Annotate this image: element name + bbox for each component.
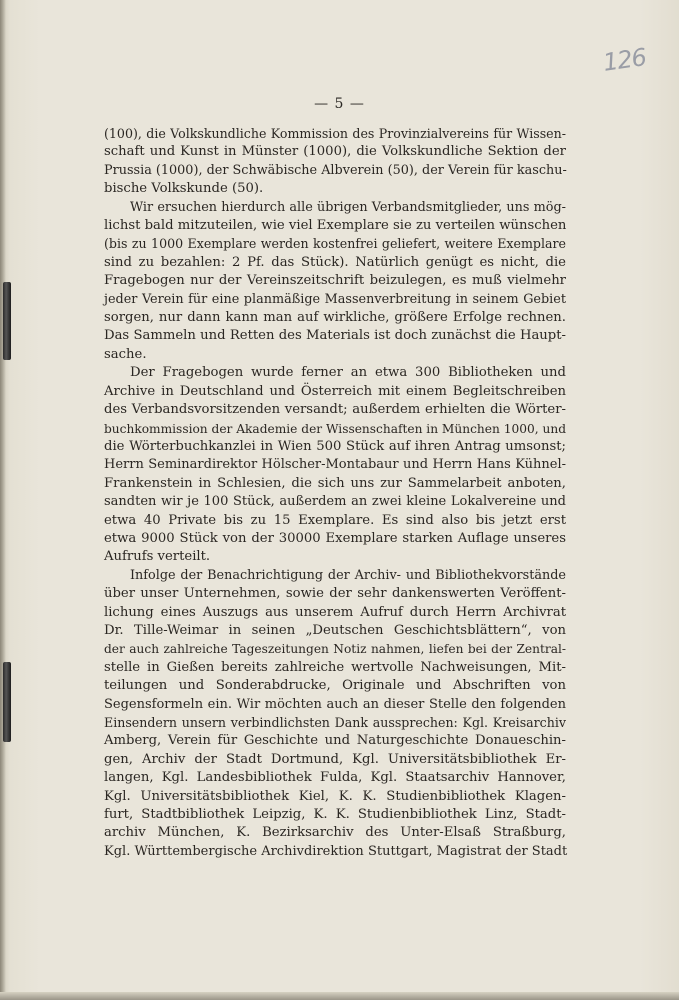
binding-edge-shadow bbox=[0, 0, 6, 1000]
text-line: teilungen und Sonderabdrucke, Originale und Abschriften von bbox=[104, 678, 566, 694]
text-line: sind zu bezahlen: 2 Pf. das Stück). Natürlich genügt es nicht, die bbox=[104, 254, 566, 270]
text-line: jeder Verein für eine planmäßige Massenverbreitung in seinem Gebiet bbox=[104, 291, 566, 307]
text-line: Herrn Seminardirektor Hölscher-Montabaur und Herrn Hans Kühnel- bbox=[104, 457, 566, 473]
text-line: Aufrufs verteilt. bbox=[104, 549, 211, 565]
text-line: Einsendern unsern verbindlichsten Dank aussprechen: Kgl. Kreisarchiv bbox=[104, 715, 566, 730]
text-line: etwa 40 Private bis zu 15 Exemplare. Es sind also bis jetzt erst bbox=[104, 512, 566, 528]
text-line: sandten wir je 100 Stück, außerdem an zwei kleine Lokalvereine und bbox=[104, 494, 566, 510]
text-line: sache. bbox=[104, 346, 147, 362]
text-line: der auch zahlreiche Tageszeitungen Notiz nahmen, liefen bei der Zentral- bbox=[104, 642, 566, 657]
text-line: Dr. Tille-Weimar in seinen „Deutschen Geschichtsblättern“, von bbox=[104, 622, 566, 638]
text-line: lichst bald mitzuteilen, wie viel Exemplare sie zu verteilen wünschen bbox=[104, 218, 567, 234]
staple-top bbox=[3, 282, 11, 360]
text-line: Segensformeln ein. Wir möchten auch an dieser Stelle den folgenden bbox=[104, 696, 566, 712]
text-line: Infolge der Benachrichtigung der Archiv- und Bibliothekvorstände bbox=[130, 567, 566, 583]
page-number: — 5 — bbox=[314, 96, 365, 112]
text-line: Der Fragebogen wurde ferner an etwa 300 Bibliotheken und bbox=[130, 365, 566, 381]
text-line: über unser Unternehmen, sowie der sehr dankenswerten Veröffent- bbox=[104, 586, 566, 602]
handwritten-folio-number: 126 bbox=[601, 43, 648, 77]
body-text bbox=[104, 125, 566, 861]
staple-bottom bbox=[3, 662, 11, 742]
text-line: gen, Archiv der Stadt Dortmund, Kgl. Universitätsbibliothek Er- bbox=[104, 751, 566, 767]
page-bottom-edge bbox=[0, 992, 679, 1000]
text-line: Amberg, Verein für Geschichte und Naturgeschichte Donaueschin- bbox=[104, 733, 566, 749]
paragraph bbox=[104, 199, 566, 365]
text-line: Prussia (1000), der Schwäbische Albverein (50), der Verein für kaschu- bbox=[104, 162, 567, 178]
text-line: lichung eines Auszugs aus unserem Aufruf durch Herrn Archivrat bbox=[104, 604, 566, 620]
text-line: (bis zu 1000 Exemplare werden kostenfrei geliefert, weitere Exemplare bbox=[104, 236, 566, 252]
text-line: (100), die Volkskundliche Kommission des Provinzialvereins für Wissen- bbox=[104, 126, 566, 141]
text-line: stelle in Gießen bereits zahlreiche wertvolle Nachweisungen, Mit- bbox=[104, 659, 566, 675]
text-line: sorgen, nur dann kann man auf wirkliche, größere Erfolge rechnen. bbox=[104, 310, 566, 326]
text-line: Kgl. Universitätsbibliothek Kiel, K. K. Studienbibliothek Klagen- bbox=[104, 788, 566, 804]
text-line: Fragebogen nur der Vereinszeitschrift beizulegen, es muß vielmehr bbox=[104, 273, 566, 289]
paragraph bbox=[104, 125, 566, 199]
paragraph bbox=[104, 567, 566, 862]
text-line: etwa 9000 Stück von der 30000 Exemplare starken Auflage unseres bbox=[104, 530, 566, 546]
text-line: buchkommission der Akademie der Wissenschaften in München 1000, und bbox=[104, 421, 566, 436]
text-line: schaft und Kunst in Münster (1000), die Volkskundliche Sektion der bbox=[104, 144, 566, 160]
paragraph bbox=[104, 364, 566, 566]
text-line: bische Volkskunde (50). bbox=[104, 181, 264, 197]
text-line: Kgl. Württembergische Archivdirektion Stuttgart, Magistrat der Stadt bbox=[104, 843, 568, 859]
text-line: Wir ersuchen hierdurch alle übrigen Verbandsmitglieder, uns mög- bbox=[130, 199, 566, 215]
text-line: Frankenstein in Schlesien, die sich uns zur Sammelarbeit anboten, bbox=[104, 475, 566, 491]
text-line: Das Sammeln und Retten des Materials ist doch zunächst die Haupt- bbox=[104, 328, 566, 344]
text-line: des Verbandsvorsitzenden versandt; außerdem erhielten die Wörter- bbox=[104, 402, 566, 418]
text-line: die Wörterbuchkanzlei in Wien 500 Stück auf ihren Antrag umsonst; bbox=[104, 438, 566, 454]
text-line: furt, Stadtbibliothek Leipzig, K. K. Studienbibliothek Linz, Stadt- bbox=[104, 807, 566, 823]
text-line: archiv München, K. Bezirksarchiv des Unter-Elsaß Straßburg, bbox=[104, 825, 566, 841]
text-line: Archive in Deutschland und Österreich mit einem Begleitschreiben bbox=[104, 383, 566, 399]
text-line: langen, Kgl. Landesbibliothek Fulda, Kgl. Staatsarchiv Hannover, bbox=[104, 770, 566, 786]
